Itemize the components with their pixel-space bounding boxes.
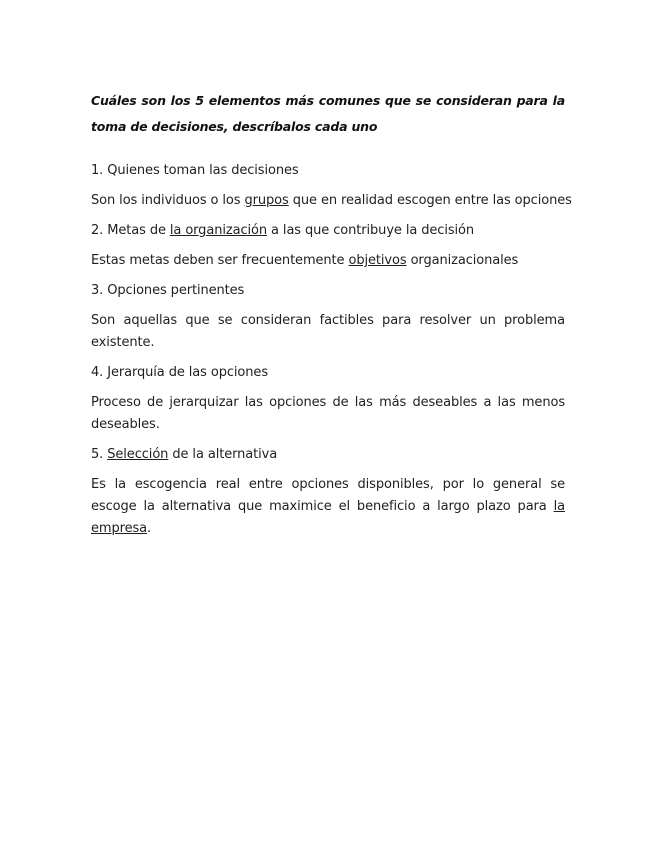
item-2-heading-link: la organización	[169, 223, 267, 238]
item-2-body	[91, 250, 565, 272]
item-1-body-post: que en realidad escogen entre las opciones	[288, 193, 572, 208]
item-5-body-pre: Es la escogencia real entre opciones disponibles, por lo general se escoge la alternativa que maximice el beneficio a largo plazo para	[91, 477, 565, 514]
item-4-heading-text: 4. Jerarquía de las opciones	[91, 365, 268, 380]
item-4-heading	[91, 362, 565, 384]
item-5-heading-pre: 5.	[91, 447, 108, 462]
item-2-heading-post: a las que contribuye la decisión	[267, 223, 475, 238]
item-4-body	[91, 392, 565, 436]
item-2-heading	[91, 220, 565, 242]
item-1-body-pre: Son los individuos o los	[91, 193, 245, 208]
item-3-heading-text: 3. Opciones pertinentes	[91, 283, 245, 298]
item-2-body-link: objetivos	[348, 253, 407, 268]
item-5-body-post: .	[147, 521, 152, 536]
item-5-heading-link: Selección	[107, 447, 169, 462]
item-3-body-text: Son aquellas que se consideran factibles para resolver un problema existente.	[91, 313, 565, 350]
document-page	[91, 88, 572, 548]
item-3-body	[91, 310, 565, 354]
item-5-heading	[91, 444, 565, 466]
item-2-body-post: organizacionales	[406, 253, 519, 268]
item-5-body	[91, 474, 565, 540]
item-2-heading-pre: 2. Metas de	[91, 223, 170, 238]
item-1-body-link: grupos	[244, 193, 289, 208]
question-title: Cuáles son los 5 elementos más comunes que se consideran para la toma de decisiones, descríbalos cada uno	[91, 93, 565, 134]
item-3-heading	[91, 280, 565, 302]
item-1-heading-text: 1. Quienes toman las decisiones	[91, 163, 299, 178]
item-2-body-pre: Estas metas deben ser frecuentemente	[91, 253, 349, 268]
item-5-heading-post: de la alternativa	[168, 447, 278, 462]
item-1-heading	[91, 160, 565, 182]
item-5-body-link: la empresa	[91, 499, 565, 536]
item-1-body	[91, 190, 572, 212]
item-4-body-text: Proceso de jerarquizar las opciones de las más deseables a las menos deseables.	[91, 395, 565, 432]
